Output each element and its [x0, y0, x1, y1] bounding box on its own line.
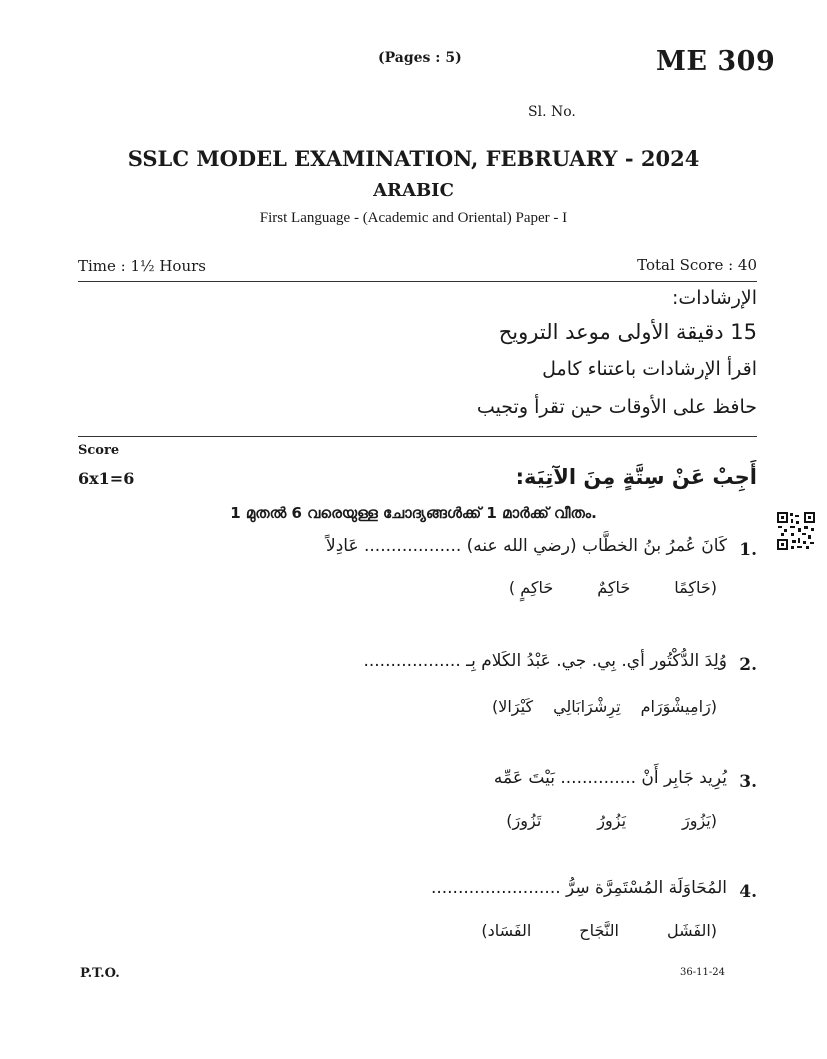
- question-options: [481, 921, 717, 940]
- option: (حَاكِمًا: [674, 578, 717, 597]
- malayalam-instruction: 1 മുതൽ 6 വരെയുള്ള ചോദ്യങ്ങൾക്ക് 1 മാർക്ക് വീതം.: [230, 504, 597, 522]
- section-marks: 6x1=6: [78, 469, 135, 488]
- question-text: كَانَ عُمرُ بنُ الخطَّاب (رضي الله عنه) .................. عَادِلاً: [326, 536, 727, 556]
- question-options: [492, 697, 717, 716]
- question-number: 2.: [739, 655, 757, 675]
- question-text: المُحَاوَلَة المُسْتَمِرَّة سِرُّ ........................: [430, 878, 727, 898]
- page-turn-over: P.T.O.: [80, 966, 120, 981]
- option: يَزُورُ: [597, 811, 627, 830]
- question-number: 1.: [739, 540, 757, 560]
- qr-code: [776, 511, 816, 551]
- option: (يَزُورَ: [682, 811, 717, 830]
- exam-title: SSLC MODEL EXAMINATION, FEBRUARY - 2024: [127, 146, 700, 171]
- score-label: Score: [78, 443, 120, 458]
- header-divider: [78, 281, 757, 282]
- question-text: يُرِيد جَابِر أَنْ .............. بَيْتَ عَمِّه: [493, 768, 727, 788]
- option: الفَسَاد): [481, 921, 532, 940]
- serial-number-label: Sl. No.: [528, 104, 576, 120]
- time-allowed: Time : 1½ Hours: [78, 257, 206, 275]
- instruction-item: 15 دقيقة الأولى موعد الترويح: [498, 320, 757, 344]
- question-text: وُلِدَ الدُّكْتُور أي. بِي. جي. عَبْدُ الكَلام بِـ ..................: [363, 651, 727, 671]
- subject-title: ARABIC: [373, 180, 454, 201]
- pages-count: (Pages : 5): [378, 50, 462, 66]
- question-number: 3.: [739, 772, 757, 792]
- instructions-divider: [78, 436, 757, 437]
- section-question: أَجِبْ عَنْ سِتَّةٍ مِنَ الآتِيَة:: [515, 465, 757, 489]
- option: حَاكِمٍ ): [508, 578, 554, 597]
- option: تَزُورَ): [506, 811, 542, 830]
- question-options: [506, 811, 717, 830]
- option: (الفَشَل: [666, 921, 717, 940]
- option: كَيْرَالا): [491, 697, 534, 716]
- total-score: Total Score : 40: [637, 256, 757, 274]
- paper-code: ME 309: [656, 46, 776, 77]
- qr-code-icon: [776, 511, 816, 551]
- option: النَّجَاح: [579, 921, 619, 940]
- instruction-item: حافظ على الأوقات حين تقرأ وتجيب: [476, 396, 757, 418]
- option: (رَامِيشْوَرَام: [640, 697, 717, 716]
- instructions-heading: الإرشادات:: [671, 287, 757, 309]
- instruction-item: اقرأ الإرشادات باعتناء كامل: [542, 358, 757, 380]
- footer-code: 36-11-24: [680, 967, 725, 978]
- option: تِرِشْرَابَالِي: [553, 697, 621, 716]
- paper-description: First Language - (Academic and Oriental) Paper - I: [259, 210, 568, 226]
- question-number: 4.: [739, 882, 757, 902]
- option: حَاكِمٌ: [597, 578, 631, 597]
- question-options: [509, 578, 717, 597]
